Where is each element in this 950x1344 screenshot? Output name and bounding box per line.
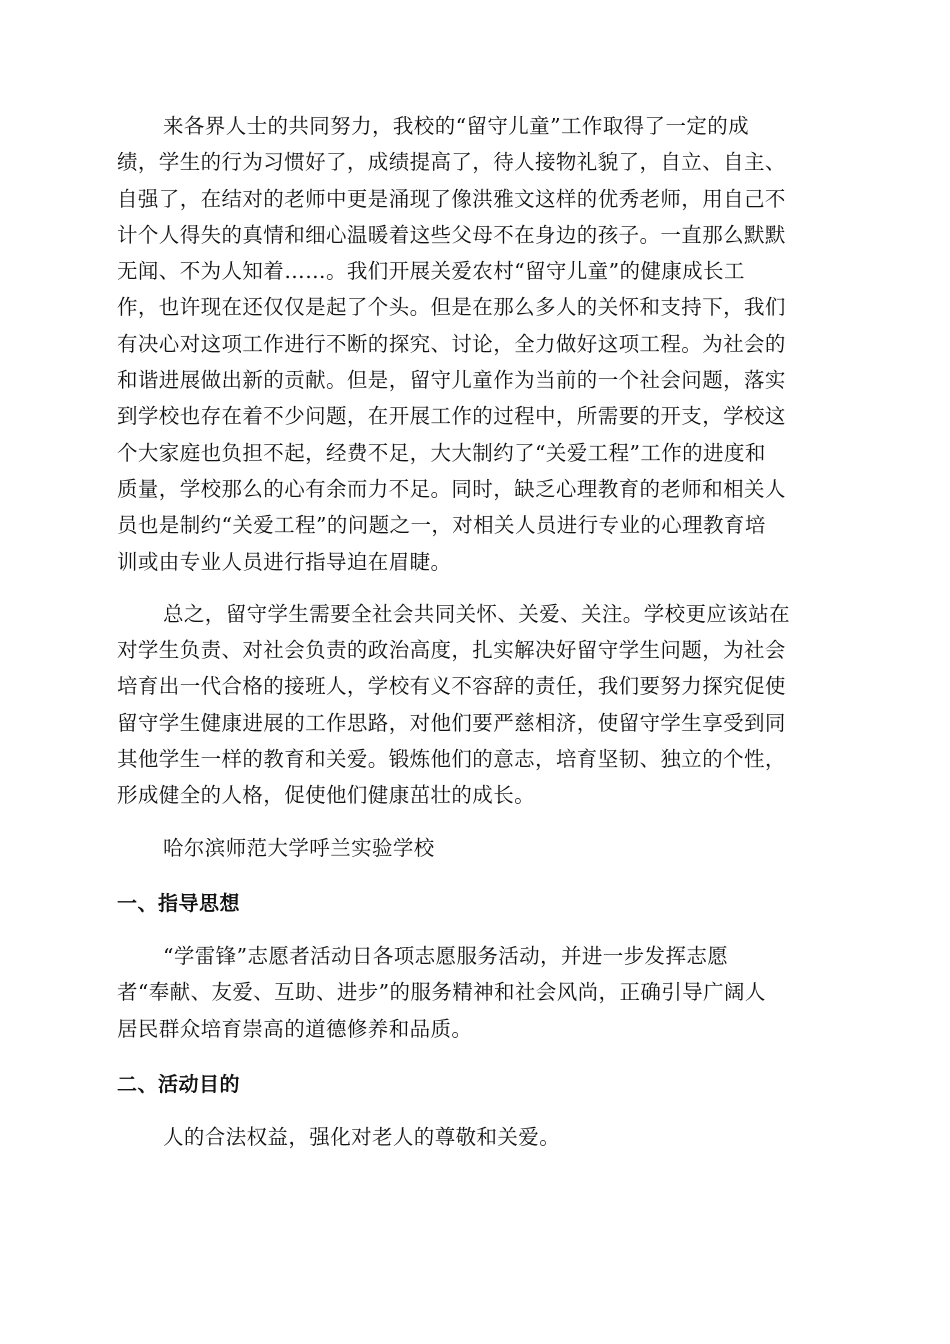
paragraph-line: 无闻、不为人知着……。我们开展关爱农村“留守儿童”的健康成长工 — [117, 259, 745, 284]
section-heading-activity-purpose: 二、活动目的 — [117, 1071, 240, 1096]
paragraph-line: 人的合法权益，强化对老人的尊敬和关爱。 — [163, 1124, 561, 1149]
paragraph-line: 质量，学校那么的心有余而力不足。同时，缺乏心理教育的老师和相关人 — [117, 476, 786, 501]
paragraph-line: 培育出一代合格的接班人，学校有义不容辞的责任，我们要努力探究促使 — [117, 674, 786, 699]
paragraph-line: 形成健全的人格，促使他们健康茁壮的成长。 — [117, 783, 535, 808]
paragraph-spacer — [117, 580, 833, 596]
paragraph-line: 计个人得失的真情和细心温暖着这些父母不在身边的孩子。一直那么默默 — [117, 222, 786, 247]
paragraph-spacer — [117, 814, 833, 830]
paragraph-line: 员也是制约“关爱工程”的问题之一，对相关人员进行专业的心理教育培 — [117, 513, 766, 538]
paragraph-line: 居民群众培育崇高的道德修养和品质。 — [117, 1016, 473, 1041]
paragraph-line: 作，也许现在还仅仅是起了个头。但是在那么多人的关怀和支持下，我们 — [117, 295, 786, 320]
paragraph-spacer — [117, 922, 833, 938]
paragraph-spacer — [117, 1047, 833, 1065]
paragraph-line: 对学生负责、对社会负责的政治高度，扎实解决好留守学生问题，为社会 — [117, 638, 786, 663]
paragraph-volunteer-activity — [117, 938, 833, 1047]
paragraph-line: 留守学生健康进展的工作思路，对他们要严慈相济，使留守学生享受到同 — [117, 710, 786, 735]
paragraph-line: 有决心对这项工作进行不断的探究、讨论，全力做好这项工程。为社会的 — [117, 331, 786, 356]
school-signature: 哈尔滨师范大学呼兰实验学校 — [163, 835, 435, 860]
paragraph-activity-purpose — [117, 1119, 833, 1155]
paragraph-line: 自强了，在结对的老师中更是涌现了像洪雅文这样的优秀老师，用自己不 — [117, 186, 786, 211]
paragraph-line: 总之，留守学生需要全社会共同关怀、关爱、关注。学校更应该站在 — [163, 601, 790, 626]
paragraph-line: 训或由专业人员进行指导迫在眉睫。 — [117, 549, 452, 574]
paragraph-spacer — [117, 866, 833, 884]
paragraph-line: 到学校也存在着不少问题，在开展工作的过程中，所需要的开支，学校这 — [117, 404, 786, 429]
paragraph-line: 其他学生一样的教育和关爱。锻炼他们的意志，培育坚韧、独立的个性， — [117, 747, 786, 772]
paragraph-line: “学雷锋”志愿者活动日各项志愿服务活动，并进一步发挥志愿 — [163, 943, 729, 968]
paragraph-left-behind-children-work — [117, 108, 833, 580]
paragraph-conclusion — [117, 596, 833, 814]
section-heading-guiding-ideology: 一、指导思想 — [117, 890, 240, 915]
paragraph-line: 来各界人士的共同努力，我校的“留守儿童”工作取得了一定的成 — [163, 114, 750, 138]
document-body — [117, 108, 833, 1155]
paragraph-line: 个大家庭也负担不起，经费不足，大大制约了“关爱工程”工作的进度和 — [117, 440, 766, 465]
paragraph-spacer — [117, 1103, 833, 1119]
paragraph-line: 绩，学生的行为习惯好了，成绩提高了，待人接物礼貌了，自立、自主、 — [117, 150, 786, 175]
paragraph-line: 和谐进展做出新的贡献。但是，留守儿童作为当前的一个社会问题，落实 — [117, 368, 786, 393]
paragraph-line: 者“奉献、友爱、互助、进步”的服务精神和社会风尚，正确引导广阔人 — [117, 980, 766, 1005]
